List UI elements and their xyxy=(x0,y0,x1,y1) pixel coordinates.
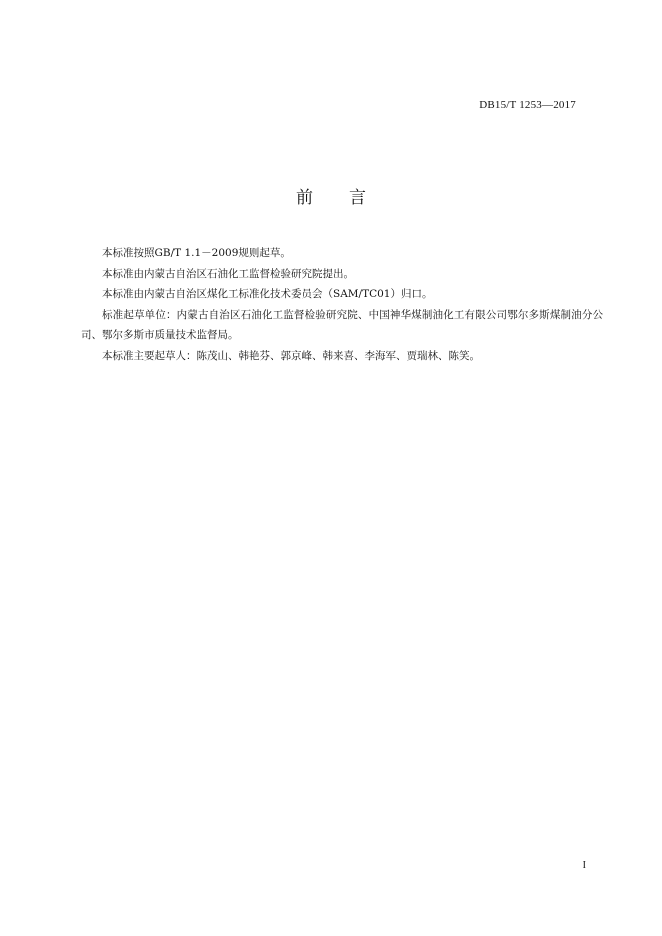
foreword-body xyxy=(81,243,603,366)
paragraph-drafting-rules: 本标准按照GB/T 1.1－2009规则起草。 xyxy=(102,247,291,259)
paragraph-technical-committee: 本标准由内蒙古自治区煤化工标准化技术委员会（SAM/TC01）归口。 xyxy=(102,288,433,300)
paragraph-drafters: 本标准主要起草人：陈茂山、韩艳芬、郭京峰、韩来喜、李海军、贾瑞林、陈笑。 xyxy=(102,349,480,362)
paragraph-proposer: 本标准由内蒙古自治区石油化工监督检验研究院提出。 xyxy=(102,267,354,280)
page-title: 前言 xyxy=(296,188,402,208)
standard-number: DB15/T 1253—2017 xyxy=(479,99,576,111)
paragraph-drafting-units: 标准起草单位：内蒙古自治区石油化工监督检验研究院、中国神华煤制油化工有限公司鄂尔多斯煤制油分公司、鄂尔多斯市质量技术监督局。 xyxy=(81,308,603,341)
page-number: I xyxy=(582,860,586,871)
